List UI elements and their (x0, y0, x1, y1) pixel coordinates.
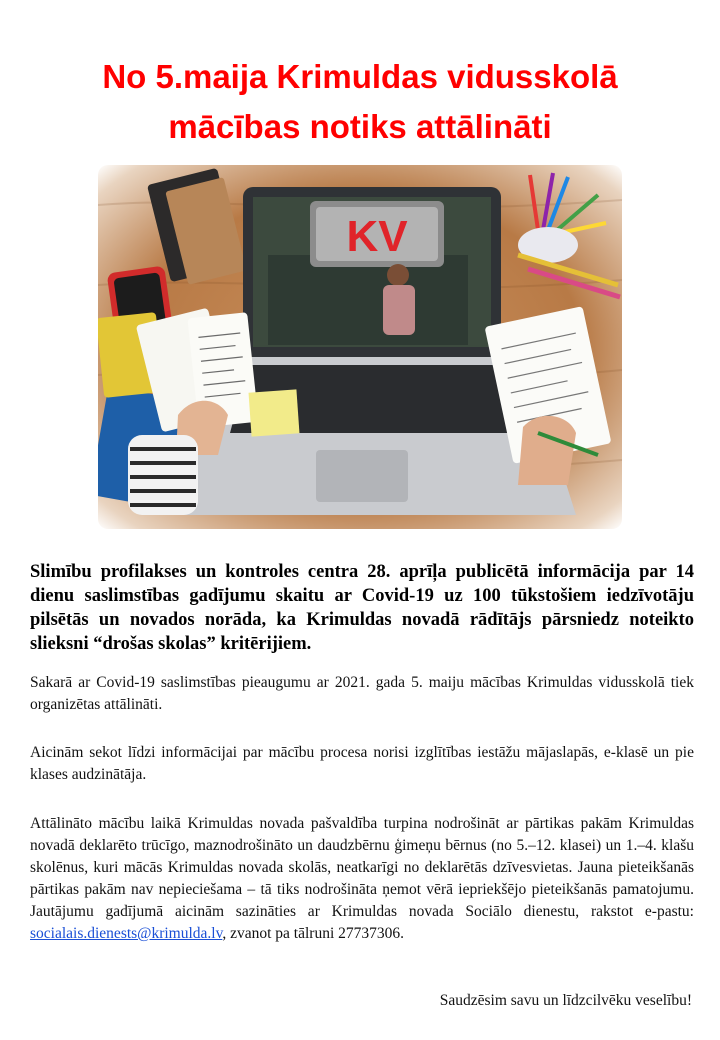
notebook-icon (147, 168, 247, 285)
paragraph-food-packages (30, 813, 694, 945)
pencil-cup-icon (518, 173, 606, 263)
closing-line: Saudzēsim savu un līdzcilvēku veselību! (439, 992, 692, 1009)
phone-text: , zvanot pa tālruni 27737306. (222, 925, 404, 942)
email-link[interactable]: socialais.dienests@krimulda.lv (30, 925, 223, 942)
school-logo (310, 201, 444, 267)
sticky-note-icon (249, 389, 300, 436)
paragraph-remote-learning: Sakarā ar Covid-19 saslimstības pieaugumu ar 2021. gada 5. maiju mācības Krimuldas vidusskolā tiek organizētas attālināti. (30, 674, 694, 713)
paragraph-food-packages-text: Attālināto mācību laikā Krimuldas novada pašvaldība turpina nodrošināt ar pārtikas pakām Krimuldas novadā deklarēto trūcīgo, maznodrošināto un daudzbērnu ģimeņu bērnus (no 5.–12. klasei) un 1.–4. klašu skolēnus, kuri mācās Krimuldas novada skolās, neatkarīgi no deklarētās dzīvesvietas. Jauna pieteikšanās pārtikas pakām nav nepieciešama – tā tiks nodrošināta ņemot vērā iepriekšējo pieteikšanās pamatojumu. Jautājumu gadījumā aicinām sazināties ar Krimuldas novada Sociālo dienestu, rakstot e-pastu: (30, 815, 694, 920)
article-photo (98, 165, 622, 529)
paragraph-follow-info: Aicinām sekot līdzi informācijai par mācību procesa norisi izglītības iestāžu mājaslapās, e-klasē un pie klases audzinātāja. (30, 744, 694, 783)
laptop-desk-illustration (98, 165, 622, 529)
lead-paragraph: Slimību profilakses un kontroles centra 28. aprīļa publicētā informācija par 14 dienu saslimstības gadījumu skaitu ar Covid-19 uz 100 tūkstošiem iedzīvotāju pilsētās un novados norāda, ka Krimuldas novadā rādītājs pārsniedz noteikto slieksni “drošas skolas” kritērijiem. (30, 562, 694, 654)
logo-text: KV (346, 212, 408, 261)
page-title: No 5.maija Krimuldas vidusskolā mācības notiks attālināti (102, 58, 618, 145)
sleeve-icon (128, 435, 198, 515)
